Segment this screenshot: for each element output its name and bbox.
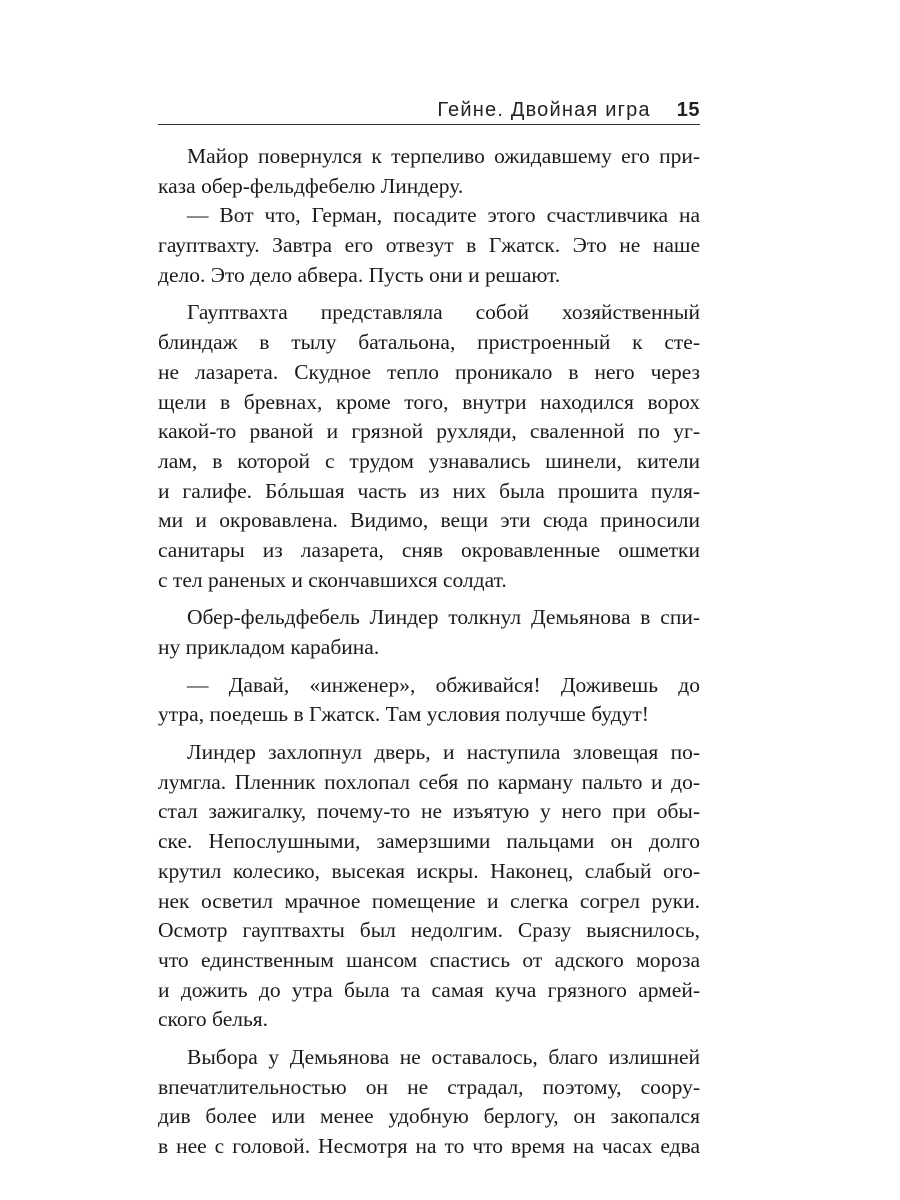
text-line: какой-то рваной и грязной рухляди, сваленной по уг- (158, 419, 700, 444)
text-line: впечатлительностью он не страдал, поэтому, соору- (158, 1074, 700, 1099)
running-header (158, 92, 700, 122)
text-line: что единственным шансом спастись от адского мороза (158, 947, 700, 972)
text-line: Обер-фельдфебель Линдер толкнул Демьянова в спи- (187, 605, 700, 630)
text-line: ского белья. (158, 1007, 269, 1032)
text-line: и дожить до утра была та самая куча грязного армей- (158, 977, 700, 1002)
header-rule (158, 124, 700, 125)
page-number: 15 (676, 99, 700, 121)
text-line: в нее с головой. Несмотря на то что время на часах едва (158, 1134, 700, 1158)
text-line: Гауптвахта представляла собой хозяйственный (187, 300, 700, 325)
text-line: санитары из лазарета, сняв окровавленные ошметки (158, 537, 700, 562)
text-line: не лазарета. Скудное тепло проникало в него через (158, 359, 700, 384)
text-line: гауптвахту. Завтра его отвезут в Гжатск. Это не наше (158, 233, 700, 258)
text-line: с тел раненых и скончавшихся солдат. (158, 567, 507, 592)
text-line: — Вот что, Герман, посадите этого счастливчика на (187, 203, 700, 228)
text-line: Выбора у Демьянова не оставалось, благо излишней (187, 1044, 700, 1069)
text-line: Линдер захлопнул дверь, и наступила зловещая по- (187, 740, 700, 765)
text-line: ске. Непослушными, замерзшими пальцами он долго (158, 829, 700, 854)
text-line: каза обер-фельдфебелю Линдеру. (158, 173, 464, 198)
text-line: Осмотр гауптвахты был недолгим. Сразу выяснилось, (158, 918, 700, 943)
text-line: дело. Это дело абвера. Пусть они и решают. (158, 262, 561, 287)
text-line: крутил колесико, высекая искры. Наконец, слабый ого- (158, 858, 700, 883)
text-line: стал зажигалку, почему-то не изъятую у него при обы- (158, 799, 700, 824)
text-line: лумгла. Пленник похлопал себя по карману пальто и до- (158, 769, 700, 794)
text-line: щели в бревнах, кроме того, внутри находился ворох (158, 389, 700, 414)
text-line: лам, в которой с трудом узнавались шинели, кители (158, 448, 700, 473)
text-line: Майор повернулся к терпеливо ожидавшему его при- (187, 144, 700, 168)
text-line: утра, поедешь в Гжатск. Там условия получше будут! (158, 702, 649, 727)
text-line: нек осветил мрачное помещение и слегка согрел руки. (158, 888, 700, 913)
text-line: ну прикладом карабина. (158, 635, 380, 659)
text-line: и галифе. Бóльшая часть из них была прошита пуля- (158, 478, 700, 503)
running-title: Гейне. Двойная игра (437, 99, 651, 121)
text-line: — Давай, «инженер», обживайся! Доживешь до (187, 672, 700, 697)
text-line: блиндаж в тылу батальона, пристроенный к сте- (158, 330, 700, 355)
body-text (158, 142, 700, 1162)
text-line: ми и окровавлена. Видимо, вещи эти сюда приносили (158, 508, 700, 533)
text-line: див более или менее удобную берлогу, он закопался (158, 1104, 700, 1129)
